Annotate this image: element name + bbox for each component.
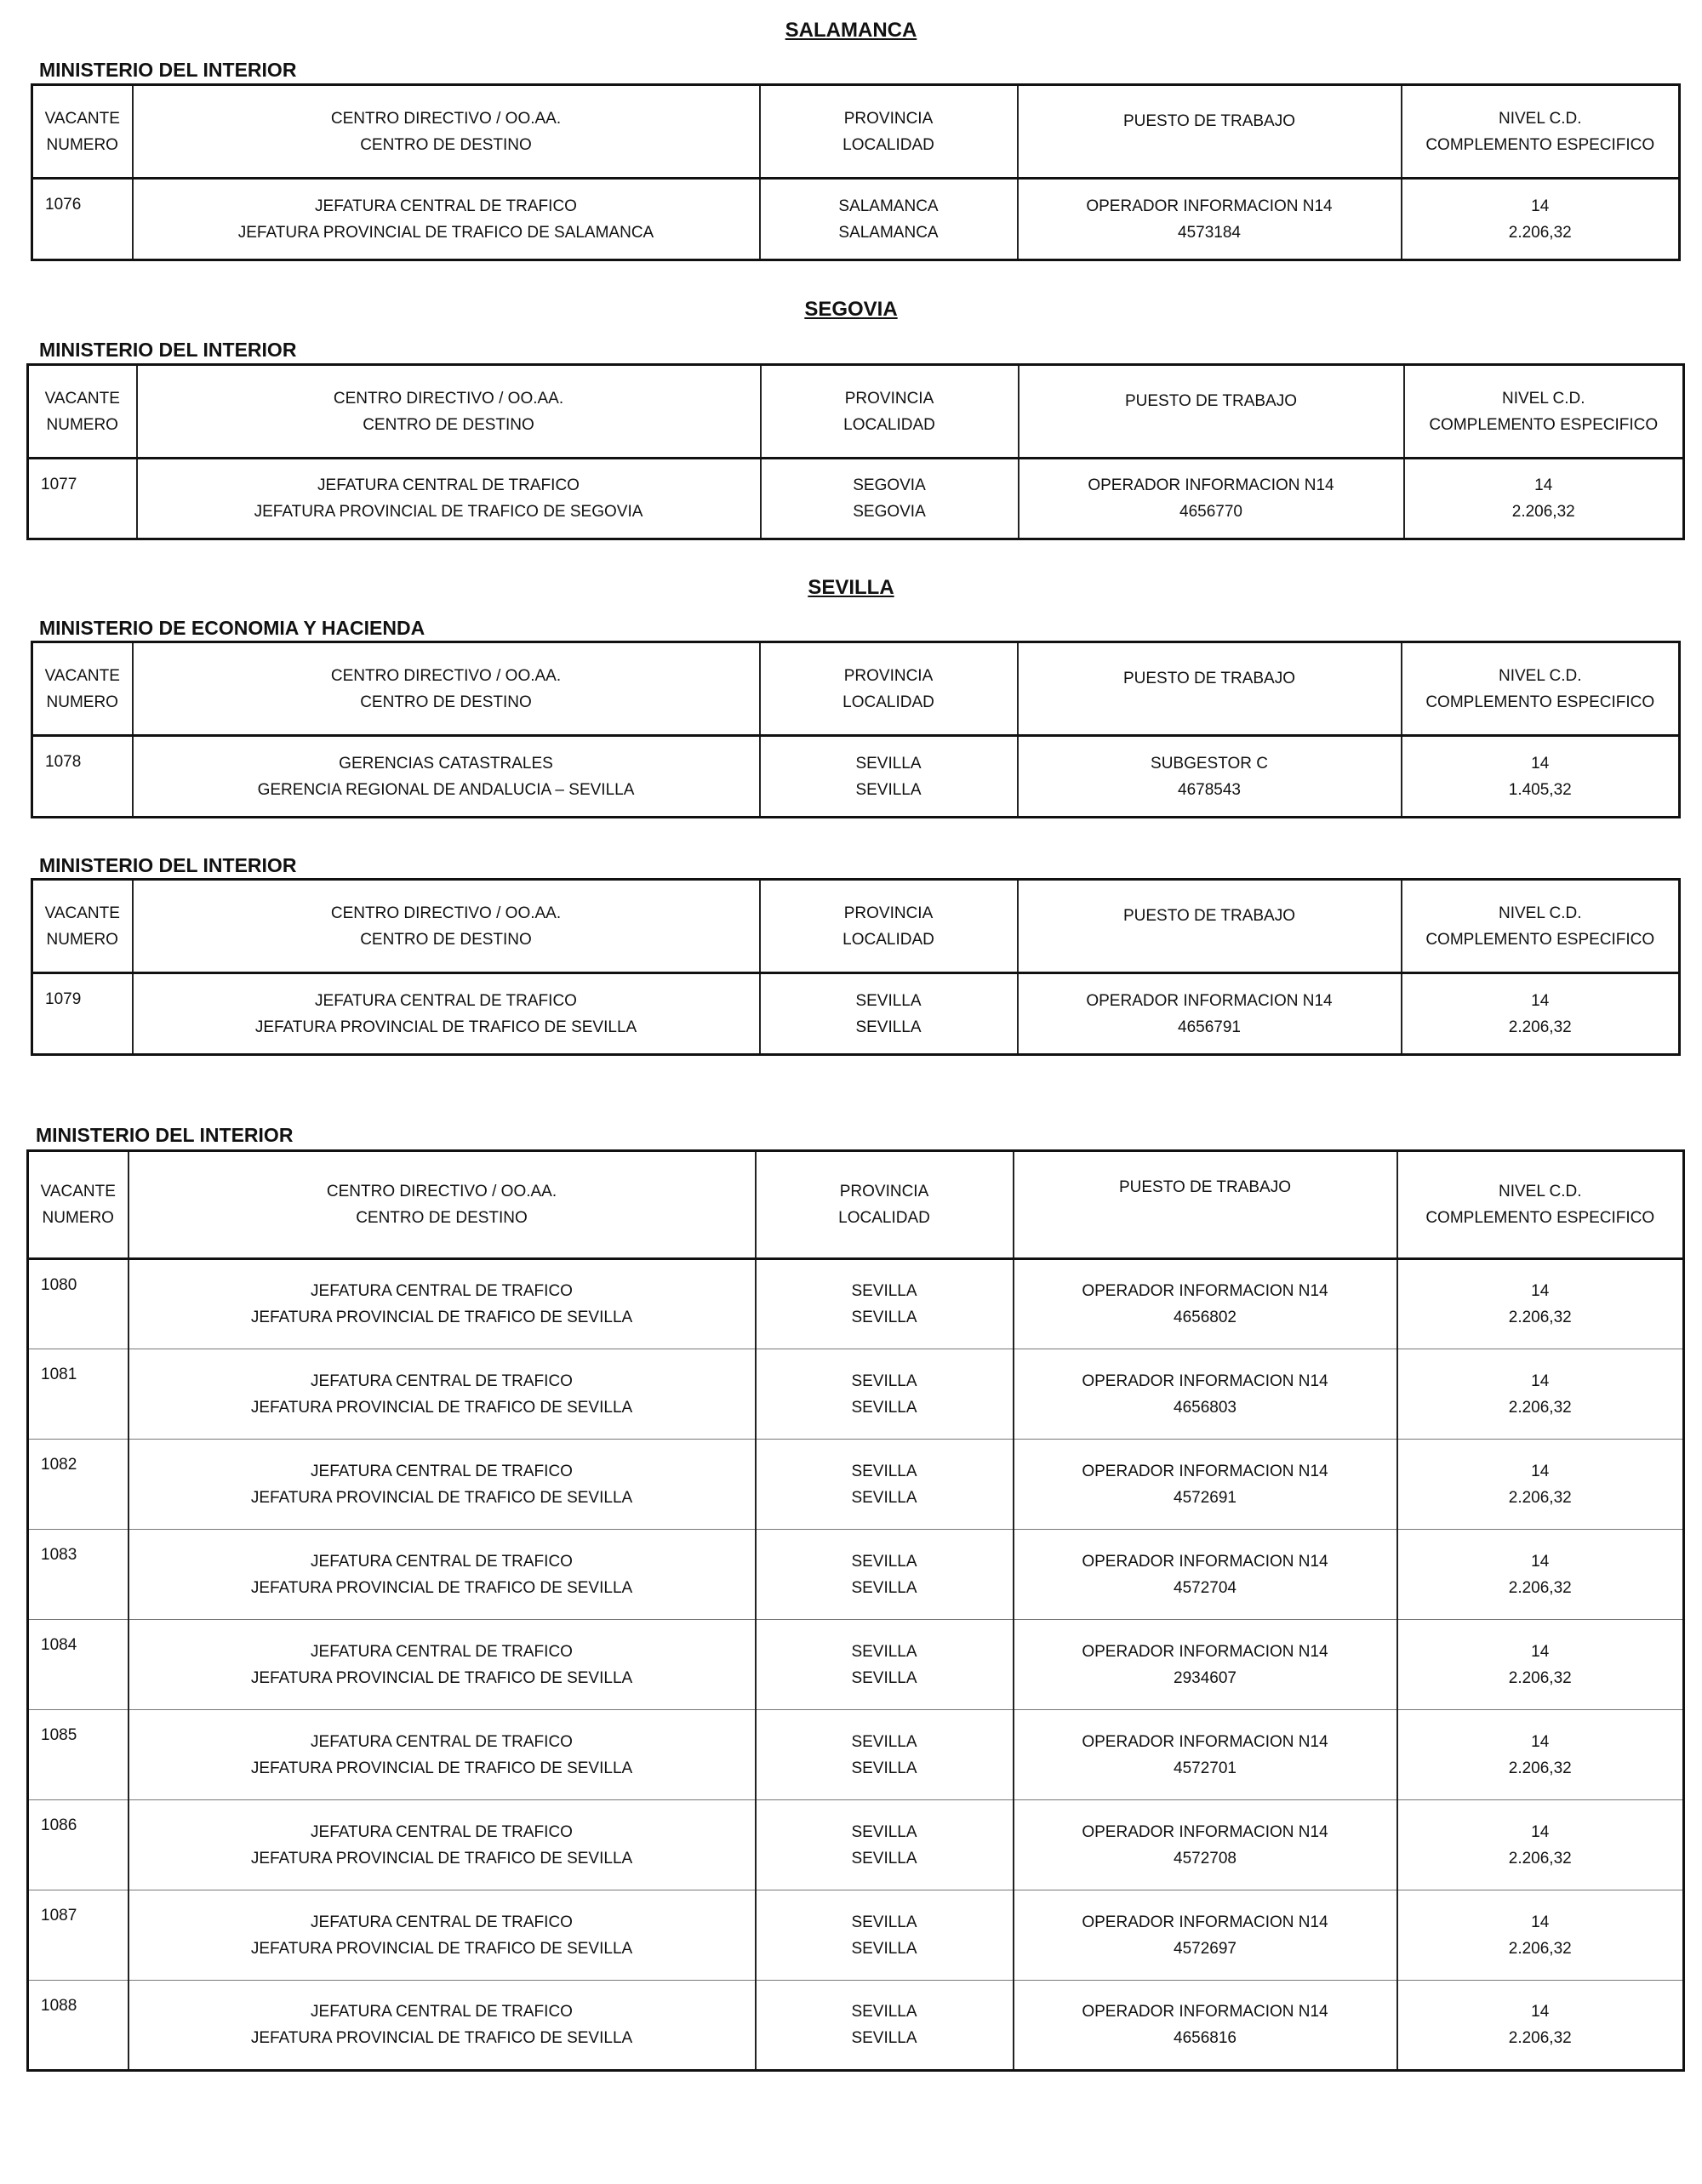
nivel: 14 — [1531, 1552, 1550, 1571]
cell-provincia — [760, 973, 1018, 1055]
puesto-codigo: 4678543 — [1178, 780, 1241, 799]
complemento: 2.206,32 — [1508, 1849, 1572, 1868]
vacancy-table — [31, 83, 1681, 261]
puesto-codigo: 4572704 — [1174, 1578, 1237, 1597]
provincia: SEVILLA — [851, 1822, 917, 1841]
ministry-title: MINISTERIO DE ECONOMIA Y HACIENDA — [39, 617, 426, 639]
header-vacante — [32, 642, 133, 736]
header-centro — [133, 880, 760, 973]
cell-vacante — [28, 1981, 129, 2071]
puesto-codigo: 4572708 — [1174, 1849, 1237, 1868]
puesto: OPERADOR INFORMACION N14 — [1082, 1371, 1328, 1390]
header-label: PROVINCIA — [843, 666, 934, 685]
provincia: SEVILLA — [851, 1552, 917, 1571]
complemento: 2.206,32 — [1511, 503, 1575, 521]
nivel: 14 — [1531, 1732, 1550, 1751]
header-puesto — [1019, 365, 1404, 459]
puesto: SUBGESTOR C — [1151, 754, 1268, 773]
table-header-row — [32, 880, 1680, 973]
puesto: OPERADOR INFORMACION N14 — [1082, 1552, 1328, 1571]
cell-centro — [129, 1800, 756, 1890]
nivel: 14 — [1531, 2003, 1550, 2021]
cell-nivel — [1397, 1710, 1684, 1800]
header-label: PUESTO DE TRABAJO — [1124, 392, 1297, 410]
puesto: OPERADOR INFORMACION N14 — [1088, 476, 1334, 494]
centro-directivo: JEFATURA CENTRAL DE TRAFICO — [315, 991, 577, 1010]
cell-nivel — [1397, 1530, 1684, 1620]
centro-destino: JEFATURA PROVINCIAL DE TRAFICO DE SEVILLA — [250, 1668, 633, 1687]
centro-directivo: JEFATURA CENTRAL DE TRAFICO — [315, 197, 577, 215]
cell-centro — [133, 179, 760, 260]
header-label: LOCALIDAD — [842, 693, 934, 711]
centro-destino: JEFATURA PROVINCIAL DE TRAFICO DE SEGOVIA — [254, 503, 643, 521]
vacancy-number: 1080 — [41, 1276, 77, 1294]
table-row — [32, 179, 1680, 260]
localidad: SEVILLA — [851, 1939, 917, 1958]
header-label: NUMERO — [46, 930, 118, 949]
header-provincia — [760, 880, 1018, 973]
header-label: PROVINCIA — [839, 1183, 929, 1200]
header-nivel — [1402, 880, 1680, 973]
header-label: VACANTE — [44, 904, 120, 922]
cell-nivel — [1397, 1620, 1684, 1710]
centro-directivo: JEFATURA CENTRAL DE TRAFICO — [311, 1913, 573, 1931]
cell-provincia — [760, 736, 1018, 818]
table-row — [28, 1259, 1684, 1349]
provincia: SALAMANCA — [838, 197, 939, 215]
complemento: 2.206,32 — [1508, 223, 1572, 242]
cell-puesto — [1014, 1440, 1397, 1530]
header-label: CENTRO DIRECTIVO / OO.AA. — [333, 389, 564, 408]
centro-directivo: JEFATURA CENTRAL DE TRAFICO — [311, 1282, 573, 1300]
cell-centro — [129, 1710, 756, 1800]
cell-nivel — [1397, 1890, 1684, 1981]
cell-provincia — [761, 459, 1019, 539]
cell-puesto — [1019, 459, 1404, 539]
centro-directivo: GERENCIAS CATASTRALES — [339, 754, 553, 773]
cell-vacante — [28, 459, 137, 539]
centro-directivo: JEFATURA CENTRAL DE TRAFICO — [311, 1642, 573, 1661]
complemento: 2.206,32 — [1508, 1759, 1572, 1777]
localidad: SEGOVIA — [853, 503, 926, 521]
ministry-title: MINISTERIO DEL INTERIOR — [39, 59, 297, 81]
centro-destino: JEFATURA PROVINCIAL DE TRAFICO DE SEVILLA — [250, 1578, 633, 1597]
cell-vacante — [28, 1440, 129, 1530]
header-vacante — [28, 365, 137, 459]
header-label: VACANTE — [44, 666, 120, 685]
complemento: 2.206,32 — [1508, 1578, 1572, 1597]
table-header-row — [28, 1151, 1684, 1259]
vacancy-number: 1086 — [41, 1816, 77, 1834]
nivel: 14 — [1531, 754, 1550, 773]
header-label: CENTRO DE DESTINO — [360, 693, 532, 711]
puesto-codigo: 4572701 — [1174, 1759, 1237, 1777]
vacancy-number: 1088 — [41, 1997, 77, 2015]
nivel: 14 — [1531, 1822, 1550, 1841]
centro-destino: JEFATURA PROVINCIAL DE TRAFICO DE SEVILLA — [250, 1309, 633, 1326]
vacancy-number: 1084 — [41, 1636, 77, 1654]
header-label: LOCALIDAD — [842, 135, 934, 154]
puesto-codigo: 4573184 — [1178, 223, 1241, 242]
cell-centro — [133, 973, 760, 1055]
header-centro — [133, 85, 760, 179]
cell-centro — [129, 1259, 756, 1349]
provincia: SEVILLA — [851, 1282, 917, 1300]
complemento: 1.405,32 — [1508, 780, 1572, 799]
header-label: CENTRO DIRECTIVO / OO.AA. — [330, 666, 562, 685]
province-title-segovia: SEGOVIA — [804, 298, 898, 321]
cell-puesto — [1014, 1530, 1397, 1620]
vacancy-table — [26, 363, 1685, 540]
header-provincia — [756, 1151, 1014, 1259]
provincia: SEVILLA — [851, 1371, 917, 1390]
provincia: SEVILLA — [851, 1642, 917, 1661]
puesto-codigo: 4656802 — [1174, 1309, 1237, 1326]
header-centro — [133, 642, 760, 736]
centro-destino: JEFATURA PROVINCIAL DE TRAFICO DE SEVILLA — [250, 1849, 633, 1868]
cell-centro — [129, 1530, 756, 1620]
cell-puesto — [1014, 1890, 1397, 1981]
centro-destino: JEFATURA PROVINCIAL DE TRAFICO DE SALAMANCA — [237, 223, 654, 242]
centro-destino: JEFATURA PROVINCIAL DE TRAFICO DE SEVILLA — [250, 1488, 633, 1507]
complemento: 2.206,32 — [1508, 1488, 1572, 1507]
vacancy-number: 1077 — [41, 476, 77, 493]
table-row — [28, 1800, 1684, 1890]
centro-directivo: JEFATURA CENTRAL DE TRAFICO — [311, 1371, 573, 1390]
puesto: OPERADOR INFORMACION N14 — [1082, 1732, 1328, 1751]
puesto-codigo: 4656791 — [1178, 1018, 1241, 1036]
complemento: 2.206,32 — [1508, 1398, 1572, 1417]
vacancy-table — [31, 641, 1681, 818]
cell-nivel — [1397, 1349, 1684, 1440]
puesto: OPERADOR INFORMACION N14 — [1082, 1642, 1328, 1661]
header-label: COMPLEMENTO ESPECIFICO — [1429, 415, 1659, 434]
centro-directivo: JEFATURA CENTRAL DE TRAFICO — [311, 2003, 573, 2021]
header-label: CENTRO DIRECTIVO / OO.AA. — [330, 904, 562, 922]
cell-provincia — [756, 1620, 1014, 1710]
provincia: SEVILLA — [851, 1732, 917, 1751]
table-row — [28, 459, 1684, 539]
header-label: CENTRO DE DESTINO — [360, 930, 532, 949]
localidad: SEVILLA — [851, 1309, 917, 1326]
table-row — [32, 736, 1680, 818]
header-label: NIVEL C.D. — [1499, 1183, 1582, 1200]
provincia: SEVILLA — [851, 2003, 917, 2021]
provincia: SEGOVIA — [853, 476, 926, 494]
vacancy-number: 1079 — [45, 990, 82, 1008]
centro-destino: GERENCIA REGIONAL DE ANDALUCIA – SEVILLA — [257, 780, 635, 799]
cell-centro — [129, 1890, 756, 1981]
centro-destino: JEFATURA PROVINCIAL DE TRAFICO DE SEVILLA — [250, 1939, 633, 1958]
cell-centro — [133, 736, 760, 818]
vacancy-number: 1087 — [41, 1907, 77, 1925]
header-label: COMPLEMENTO ESPECIFICO — [1425, 135, 1655, 154]
cell-nivel — [1397, 1259, 1684, 1349]
localidad: SEVILLA — [851, 1578, 917, 1597]
header-label: CENTRO DE DESTINO — [363, 415, 534, 434]
provincia: SEVILLA — [855, 991, 922, 1010]
cell-puesto — [1018, 736, 1402, 818]
cell-vacante — [32, 179, 133, 260]
header-provincia — [760, 85, 1018, 179]
cell-provincia — [756, 1710, 1014, 1800]
ministry-title: MINISTERIO DEL INTERIOR — [39, 854, 297, 876]
puesto: OPERADOR INFORMACION N14 — [1082, 2003, 1328, 2021]
vacancy-number: 1076 — [45, 196, 82, 214]
table-row — [28, 1981, 1684, 2071]
localidad: SEVILLA — [851, 1668, 917, 1687]
table-row — [28, 1530, 1684, 1620]
ministry-title: MINISTERIO DEL INTERIOR — [36, 1124, 294, 1146]
cell-nivel — [1402, 179, 1680, 260]
header-label: NIVEL C.D. — [1499, 666, 1582, 685]
nivel: 14 — [1531, 1913, 1550, 1931]
header-label: PUESTO DE TRABAJO — [1122, 670, 1295, 687]
header-label: PUESTO DE TRABAJO — [1122, 112, 1295, 130]
centro-destino: JEFATURA PROVINCIAL DE TRAFICO DE SEVILLA — [254, 1018, 637, 1036]
ministry-title: MINISTERIO DEL INTERIOR — [39, 339, 297, 361]
header-label: CENTRO DE DESTINO — [356, 1209, 528, 1227]
header-label: CENTRO DE DESTINO — [360, 135, 532, 154]
complemento: 2.206,32 — [1508, 1309, 1572, 1326]
localidad: SALAMANCA — [838, 223, 939, 242]
table-row — [28, 1620, 1684, 1710]
header-puesto — [1018, 642, 1402, 736]
puesto-codigo: 4656803 — [1174, 1398, 1237, 1417]
table-row — [28, 1890, 1684, 1981]
cell-puesto — [1014, 1259, 1397, 1349]
vacancy-table — [26, 1149, 1685, 2072]
header-label: COMPLEMENTO ESPECIFICO — [1425, 930, 1655, 949]
puesto: OPERADOR INFORMACION N14 — [1082, 1913, 1328, 1931]
cell-provincia — [756, 1890, 1014, 1981]
cell-puesto — [1018, 179, 1402, 260]
cell-centro — [129, 1981, 756, 2071]
header-label: PUESTO DE TRABAJO — [1118, 1178, 1291, 1196]
province-title-sevilla: SEVILLA — [808, 576, 894, 599]
header-label: VACANTE — [44, 109, 120, 128]
nivel: 14 — [1531, 1371, 1550, 1390]
header-label: NUMERO — [46, 135, 118, 154]
complemento: 2.206,32 — [1508, 1018, 1572, 1036]
cell-nivel — [1402, 973, 1680, 1055]
header-nivel — [1397, 1151, 1684, 1259]
puesto-codigo: 4656770 — [1179, 503, 1242, 521]
nivel: 14 — [1531, 1282, 1550, 1300]
cell-centro — [129, 1349, 756, 1440]
vacancy-number: 1083 — [41, 1546, 77, 1564]
header-label: LOCALIDAD — [843, 415, 935, 434]
cell-centro — [129, 1440, 756, 1530]
header-centro — [129, 1151, 756, 1259]
cell-provincia — [756, 1800, 1014, 1890]
puesto-codigo: 2934607 — [1174, 1668, 1237, 1687]
header-label: LOCALIDAD — [842, 930, 934, 949]
centro-destino: JEFATURA PROVINCIAL DE TRAFICO DE SEVILLA — [250, 2029, 633, 2047]
vacancy-number: 1078 — [45, 753, 82, 771]
cell-provincia — [756, 1981, 1014, 2071]
puesto: OPERADOR INFORMACION N14 — [1082, 1462, 1328, 1480]
localidad: SEVILLA — [851, 1849, 917, 1868]
cell-provincia — [760, 179, 1018, 260]
header-label: NIVEL C.D. — [1499, 109, 1582, 128]
puesto: OPERADOR INFORMACION N14 — [1086, 197, 1333, 215]
cell-puesto — [1014, 1710, 1397, 1800]
cell-nivel — [1402, 736, 1680, 818]
header-label: PUESTO DE TRABAJO — [1122, 907, 1295, 925]
cell-nivel — [1397, 1981, 1684, 2071]
cell-puesto — [1014, 1349, 1397, 1440]
vacancy-number: 1081 — [41, 1366, 77, 1383]
cell-vacante — [28, 1530, 129, 1620]
cell-puesto — [1014, 1800, 1397, 1890]
centro-destino: JEFATURA PROVINCIAL DE TRAFICO DE SEVILLA — [250, 1759, 633, 1777]
cell-centro — [137, 459, 761, 539]
puesto: OPERADOR INFORMACION N14 — [1082, 1282, 1328, 1300]
header-label: NUMERO — [46, 693, 118, 711]
vacancy-table — [31, 878, 1681, 1056]
header-vacante — [32, 85, 133, 179]
cell-puesto — [1014, 1981, 1397, 2071]
province-title-salamanca: SALAMANCA — [785, 19, 917, 42]
header-centro — [137, 365, 761, 459]
header-label: NIVEL C.D. — [1499, 904, 1582, 922]
cell-vacante — [28, 1890, 129, 1981]
nivel: 14 — [1534, 476, 1553, 494]
puesto: OPERADOR INFORMACION N14 — [1082, 1822, 1328, 1841]
cell-provincia — [756, 1440, 1014, 1530]
vacancy-number: 1085 — [41, 1726, 77, 1744]
table-row — [28, 1440, 1684, 1530]
cell-nivel — [1397, 1440, 1684, 1530]
table-row — [28, 1349, 1684, 1440]
table-row — [32, 973, 1680, 1055]
cell-centro — [129, 1620, 756, 1710]
table-header-row — [32, 642, 1680, 736]
header-provincia — [761, 365, 1019, 459]
puesto-codigo: 4572697 — [1174, 1939, 1237, 1958]
header-nivel — [1404, 365, 1684, 459]
header-label: NUMERO — [46, 415, 118, 434]
centro-destino: JEFATURA PROVINCIAL DE TRAFICO DE SEVILLA — [250, 1398, 633, 1417]
provincia: SEVILLA — [851, 1462, 917, 1480]
cell-vacante — [32, 736, 133, 818]
header-label: NIVEL C.D. — [1502, 389, 1585, 408]
header-nivel — [1402, 85, 1680, 179]
header-puesto — [1018, 880, 1402, 973]
table-header-row — [28, 365, 1684, 459]
header-nivel — [1402, 642, 1680, 736]
complemento: 2.206,32 — [1508, 1668, 1572, 1687]
header-label: NUMERO — [42, 1209, 114, 1227]
table-header-row — [32, 85, 1680, 179]
nivel: 14 — [1531, 197, 1550, 215]
cell-nivel — [1404, 459, 1684, 539]
cell-puesto — [1018, 973, 1402, 1055]
puesto-codigo: 4572691 — [1174, 1488, 1237, 1507]
cell-puesto — [1014, 1620, 1397, 1710]
header-label: PROVINCIA — [844, 389, 934, 408]
cell-provincia — [756, 1259, 1014, 1349]
localidad: SEVILLA — [855, 1018, 922, 1036]
localidad: SEVILLA — [855, 780, 922, 799]
cell-nivel — [1397, 1800, 1684, 1890]
cell-provincia — [756, 1530, 1014, 1620]
nivel: 14 — [1531, 1642, 1550, 1661]
cell-vacante — [32, 973, 133, 1055]
header-label: CENTRO DIRECTIVO / OO.AA. — [330, 109, 562, 128]
cell-vacante — [28, 1710, 129, 1800]
table-row — [28, 1710, 1684, 1800]
cell-vacante — [28, 1800, 129, 1890]
header-label: VACANTE — [44, 389, 120, 408]
centro-directivo: JEFATURA CENTRAL DE TRAFICO — [311, 1462, 573, 1480]
header-label: PROVINCIA — [843, 904, 934, 922]
provincia: SEVILLA — [851, 1913, 917, 1931]
puesto: OPERADOR INFORMACION N14 — [1086, 991, 1333, 1010]
cell-vacante — [28, 1259, 129, 1349]
localidad: SEVILLA — [851, 1398, 917, 1417]
header-puesto — [1018, 85, 1402, 179]
header-label: COMPLEMENTO ESPECIFICO — [1425, 1209, 1655, 1227]
nivel: 14 — [1531, 1462, 1550, 1480]
header-vacante — [32, 880, 133, 973]
cell-vacante — [28, 1620, 129, 1710]
localidad: SEVILLA — [851, 2029, 917, 2047]
header-label: COMPLEMENTO ESPECIFICO — [1425, 693, 1655, 711]
header-label: VACANTE — [40, 1183, 116, 1200]
header-label: PROVINCIA — [843, 109, 934, 128]
centro-directivo: JEFATURA CENTRAL DE TRAFICO — [311, 1822, 573, 1841]
header-label: CENTRO DIRECTIVO / OO.AA. — [326, 1183, 557, 1200]
centro-directivo: JEFATURA CENTRAL DE TRAFICO — [311, 1732, 573, 1751]
centro-directivo: JEFATURA CENTRAL DE TRAFICO — [317, 476, 580, 494]
cell-provincia — [756, 1349, 1014, 1440]
vacancy-number: 1082 — [41, 1456, 77, 1474]
complemento: 2.206,32 — [1508, 2029, 1572, 2047]
localidad: SEVILLA — [851, 1488, 917, 1507]
header-label: LOCALIDAD — [838, 1209, 930, 1227]
header-provincia — [760, 642, 1018, 736]
puesto-codigo: 4656816 — [1174, 2029, 1237, 2047]
centro-directivo: JEFATURA CENTRAL DE TRAFICO — [311, 1552, 573, 1571]
cell-vacante — [28, 1349, 129, 1440]
localidad: SEVILLA — [851, 1759, 917, 1777]
provincia: SEVILLA — [855, 754, 922, 773]
header-puesto — [1014, 1151, 1397, 1259]
complemento: 2.206,32 — [1508, 1939, 1572, 1958]
header-vacante — [28, 1151, 129, 1259]
nivel: 14 — [1531, 991, 1550, 1010]
